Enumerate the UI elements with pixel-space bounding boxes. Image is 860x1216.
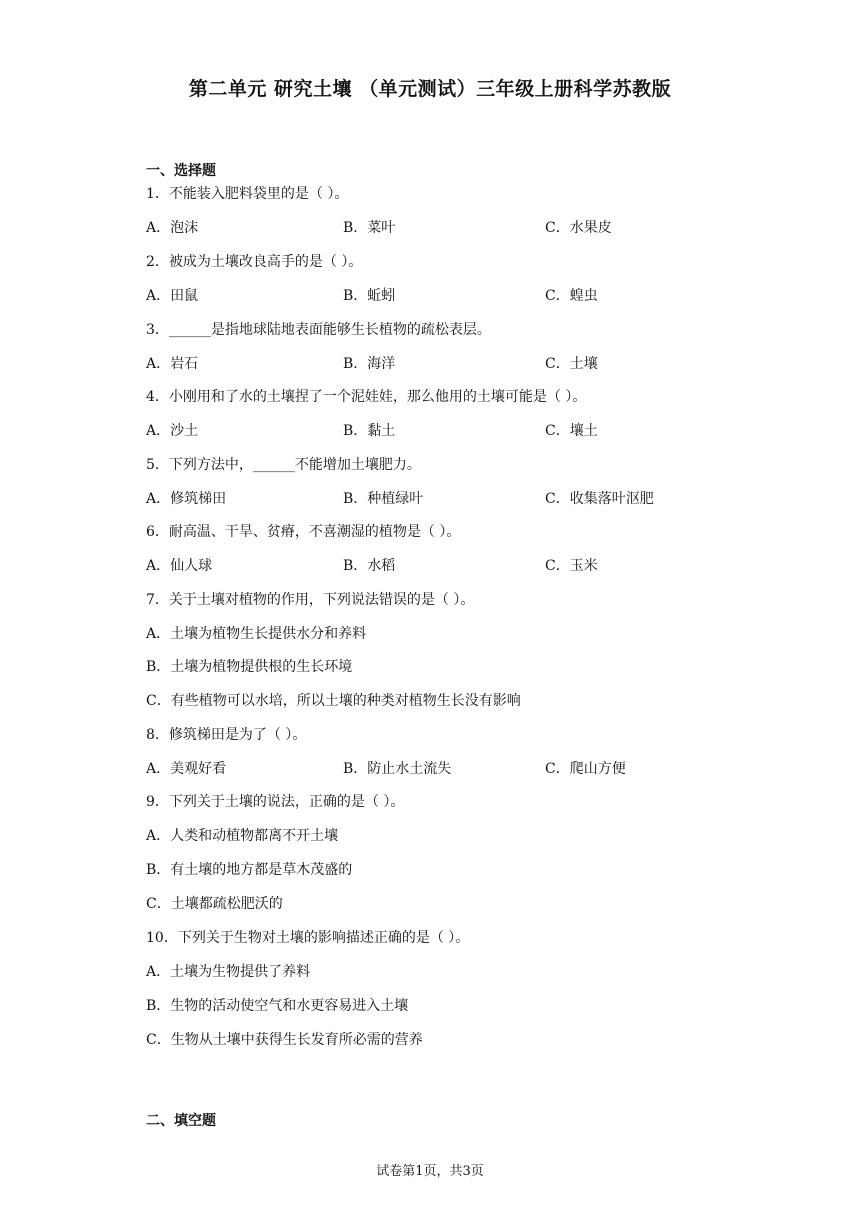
option-b: B．菜叶 [343, 220, 396, 236]
question-stem: 9．下列关于土壤的说法，正确的是（ ）。 [146, 794, 405, 810]
option-a: A．仙人球 [146, 558, 213, 574]
option-c: C．爬山方便 [545, 761, 626, 777]
question-stem: 1．不能装入肥料袋里的是（ ）。 [146, 186, 349, 202]
option-c: C．有些植物可以水培，所以土壤的种类对植物生长没有影响 [146, 693, 521, 709]
question-stem: 10．下列关于生物对土壤的影响描述正确的是（ ）。 [146, 930, 470, 946]
option-a: A．田鼠 [146, 288, 199, 304]
option-b: B．海洋 [343, 356, 396, 372]
question-stem: 3．______是指地球陆地表面能够生长植物的疏松表层。 [146, 322, 491, 338]
option-b: B．生物的活动使空气和水更容易进入土壤 [146, 998, 409, 1014]
option-a: A．人类和动植物都离不开土壤 [146, 828, 339, 844]
option-c: C．水果皮 [545, 220, 612, 236]
page-title: 第二单元 研究土壤 （单元测试）三年级上册科学苏教版 [188, 78, 672, 100]
option-b: B．种植绿叶 [343, 491, 424, 507]
question-stem: 4．小刚用和了水的土壤捏了一个泥娃娃，那么他用的土壤可能是（ ）。 [146, 389, 587, 405]
option-a: A．沙土 [146, 423, 199, 439]
question-stem: 5．下列方法中，______不能增加土壤肥力。 [146, 457, 421, 473]
option-c: C．生物从土壤中获得生长发育所必需的营养 [146, 1032, 423, 1048]
option-c: C．壤土 [545, 423, 598, 439]
option-b: B．防止水土流失 [343, 761, 452, 777]
option-b: B．黏土 [343, 423, 396, 439]
option-a: A．美观好看 [146, 761, 227, 777]
option-a: A．岩石 [146, 356, 199, 372]
section-heading-fill: 二、填空题 [146, 1113, 216, 1129]
question-stem: 8．修筑梯田是为了（ ）。 [146, 727, 307, 743]
option-a: A．土壤为生物提供了养料 [146, 964, 311, 980]
option-b: B．有土壤的地方都是草木茂盛的 [146, 862, 353, 878]
option-c: C．玉米 [545, 558, 598, 574]
option-c: C．蝗虫 [545, 288, 598, 304]
option-c: C．土壤 [545, 356, 598, 372]
option-b: B．蚯蚓 [343, 288, 396, 304]
option-b: B．土壤为植物提供根的生长环境 [146, 659, 353, 675]
page-footer: 试卷第1页，共3页 [376, 1164, 484, 1179]
question-stem: 2．被成为土壤改良高手的是（ ）。 [146, 254, 363, 270]
option-a: A．土壤为植物生长提供水分和养料 [146, 626, 367, 642]
question-stem: 6．耐高温、干旱、贫瘠，不喜潮湿的植物是（ ）。 [146, 524, 461, 540]
option-c: C．收集落叶沤肥 [545, 491, 654, 507]
option-c: C．土壤都疏松肥沃的 [146, 896, 283, 912]
option-a: A．泡沫 [146, 220, 199, 236]
option-b: B．水稻 [343, 558, 396, 574]
question-stem: 7．关于土壤对植物的作用，下列说法错误的是（ ）。 [146, 592, 475, 608]
option-a: A．修筑梯田 [146, 491, 227, 507]
section-heading-choice: 一、选择题 [146, 163, 216, 179]
